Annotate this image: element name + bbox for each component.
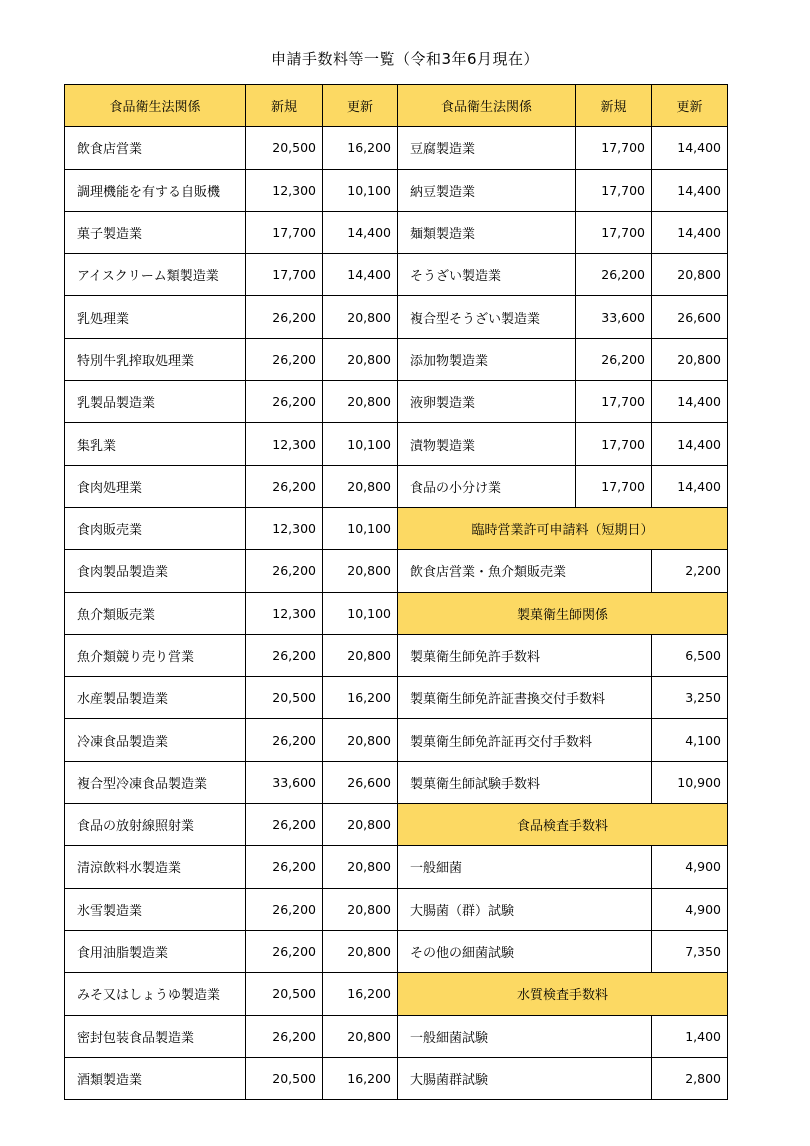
left-renew-fee: 20,800 xyxy=(323,930,398,972)
left-new-fee: 12,300 xyxy=(246,169,323,211)
left-renew-fee: 10,100 xyxy=(323,169,398,211)
table-row xyxy=(65,211,728,253)
right-new-fee: 26,200 xyxy=(576,338,652,380)
page-title: 申請手数料等一覧（令和3年6月現在） xyxy=(270,50,540,68)
left-renew-fee: 16,200 xyxy=(323,1057,398,1099)
table-row xyxy=(65,254,728,296)
table-row xyxy=(65,507,728,549)
table-row xyxy=(65,1057,728,1099)
left-renew-fee: 20,800 xyxy=(323,550,398,592)
left-renew-fee: 26,600 xyxy=(323,761,398,803)
fee-item-name: 製菓衛生師免許手数料 xyxy=(398,634,652,676)
right-new-fee: 17,700 xyxy=(576,211,652,253)
left-renew-fee: 20,800 xyxy=(323,804,398,846)
left-renew-fee: 20,800 xyxy=(323,381,398,423)
table-row xyxy=(65,169,728,211)
right-renew-fee: 20,800 xyxy=(652,338,728,380)
left-new-fee: 26,200 xyxy=(246,930,323,972)
left-business-name: 水産製品製造業 xyxy=(65,677,246,719)
left-new-fee: 17,700 xyxy=(246,211,323,253)
right-new-fee: 17,700 xyxy=(576,465,652,507)
right-renew-fee: 20,800 xyxy=(652,254,728,296)
right-renew-fee: 26,600 xyxy=(652,296,728,338)
left-new-fee: 17,700 xyxy=(246,254,323,296)
left-business-name: 魚介類競り売り営業 xyxy=(65,634,246,676)
left-new-fee: 20,500 xyxy=(246,973,323,1015)
fee-item-name: 一般細菌 xyxy=(398,846,652,888)
left-new-fee: 12,300 xyxy=(246,507,323,549)
table-row xyxy=(65,973,728,1015)
fee-item-amount: 4,900 xyxy=(652,888,728,930)
table-row xyxy=(65,296,728,338)
section-header: 食品検査手数料 xyxy=(398,804,728,846)
fee-table xyxy=(64,84,728,1100)
table-row xyxy=(65,888,728,930)
fee-item-name: その他の細菌試験 xyxy=(398,930,652,972)
left-new-fee: 26,200 xyxy=(246,846,323,888)
table-row xyxy=(65,423,728,465)
table-row xyxy=(65,465,728,507)
table-row xyxy=(65,1015,728,1057)
left-business-name: 調理機能を有する自販機 xyxy=(65,169,246,211)
header-left-renew: 更新 xyxy=(323,85,398,127)
right-business-name: 複合型そうざい製造業 xyxy=(398,296,576,338)
right-renew-fee: 14,400 xyxy=(652,465,728,507)
right-business-name: 漬物製造業 xyxy=(398,423,576,465)
left-new-fee: 26,200 xyxy=(246,338,323,380)
right-renew-fee: 14,400 xyxy=(652,381,728,423)
left-renew-fee: 20,800 xyxy=(323,1015,398,1057)
fee-table-body xyxy=(65,85,728,1100)
right-business-name: 麺類製造業 xyxy=(398,211,576,253)
left-renew-fee: 16,200 xyxy=(323,127,398,169)
left-business-name: 酒類製造業 xyxy=(65,1057,246,1099)
right-renew-fee: 14,400 xyxy=(652,127,728,169)
header-left-category: 食品衛生法関係 xyxy=(65,85,246,127)
right-business-name: 液卵製造業 xyxy=(398,381,576,423)
left-renew-fee: 14,400 xyxy=(323,254,398,296)
left-renew-fee: 20,800 xyxy=(323,846,398,888)
left-new-fee: 26,200 xyxy=(246,888,323,930)
left-new-fee: 26,200 xyxy=(246,296,323,338)
right-new-fee: 17,700 xyxy=(576,423,652,465)
right-business-name: 納豆製造業 xyxy=(398,169,576,211)
left-renew-fee: 14,400 xyxy=(323,211,398,253)
left-renew-fee: 20,800 xyxy=(323,719,398,761)
fee-item-amount: 10,900 xyxy=(652,761,728,803)
table-row xyxy=(65,677,728,719)
table-row xyxy=(65,381,728,423)
left-new-fee: 20,500 xyxy=(246,127,323,169)
right-new-fee: 17,700 xyxy=(576,381,652,423)
table-row xyxy=(65,127,728,169)
left-new-fee: 26,200 xyxy=(246,804,323,846)
left-new-fee: 12,300 xyxy=(246,592,323,634)
left-business-name: 複合型冷凍食品製造業 xyxy=(65,761,246,803)
fee-item-amount: 3,250 xyxy=(652,677,728,719)
table-row xyxy=(65,846,728,888)
fee-item-name: 一般細菌試験 xyxy=(398,1015,652,1057)
fee-item-amount: 1,400 xyxy=(652,1015,728,1057)
left-business-name: 食肉販売業 xyxy=(65,507,246,549)
section-header: 製菓衛生師関係 xyxy=(398,592,728,634)
left-business-name: 食用油脂製造業 xyxy=(65,930,246,972)
right-new-fee: 33,600 xyxy=(576,296,652,338)
header-right-new: 新規 xyxy=(576,85,652,127)
fee-item-name: 製菓衛生師試験手数料 xyxy=(398,761,652,803)
left-renew-fee: 16,200 xyxy=(323,973,398,1015)
left-new-fee: 26,200 xyxy=(246,381,323,423)
left-new-fee: 26,200 xyxy=(246,465,323,507)
left-business-name: 食肉処理業 xyxy=(65,465,246,507)
left-new-fee: 26,200 xyxy=(246,634,323,676)
fee-item-amount: 2,800 xyxy=(652,1057,728,1099)
header-right-renew: 更新 xyxy=(652,85,728,127)
left-renew-fee: 20,800 xyxy=(323,296,398,338)
left-new-fee: 20,500 xyxy=(246,677,323,719)
left-business-name: アイスクリーム類製造業 xyxy=(65,254,246,296)
right-business-name: そうざい製造業 xyxy=(398,254,576,296)
header-row xyxy=(65,85,728,127)
left-business-name: 氷雪製造業 xyxy=(65,888,246,930)
table-row xyxy=(65,338,728,380)
left-renew-fee: 10,100 xyxy=(323,507,398,549)
fee-item-amount: 6,500 xyxy=(652,634,728,676)
table-row xyxy=(65,634,728,676)
left-business-name: 食肉製品製造業 xyxy=(65,550,246,592)
left-business-name: 菓子製造業 xyxy=(65,211,246,253)
fee-item-amount: 2,200 xyxy=(652,550,728,592)
table-row xyxy=(65,550,728,592)
left-new-fee: 12,300 xyxy=(246,423,323,465)
header-right-category: 食品衛生法関係 xyxy=(398,85,576,127)
right-business-name: 豆腐製造業 xyxy=(398,127,576,169)
left-business-name: 乳製品製造業 xyxy=(65,381,246,423)
left-renew-fee: 10,100 xyxy=(323,423,398,465)
left-business-name: 乳処理業 xyxy=(65,296,246,338)
left-business-name: 密封包装食品製造業 xyxy=(65,1015,246,1057)
left-business-name: みそ又はしょうゆ製造業 xyxy=(65,973,246,1015)
table-row xyxy=(65,719,728,761)
left-new-fee: 26,200 xyxy=(246,719,323,761)
fee-item-amount: 4,100 xyxy=(652,719,728,761)
left-business-name: 食品の放射線照射業 xyxy=(65,804,246,846)
table-row xyxy=(65,804,728,846)
left-renew-fee: 20,800 xyxy=(323,634,398,676)
section-header: 臨時営業許可申請料（短期日） xyxy=(398,507,728,549)
right-renew-fee: 14,400 xyxy=(652,169,728,211)
fee-item-name: 飲食店営業・魚介類販売業 xyxy=(398,550,652,592)
left-business-name: 清涼飲料水製造業 xyxy=(65,846,246,888)
right-renew-fee: 14,400 xyxy=(652,211,728,253)
right-renew-fee: 14,400 xyxy=(652,423,728,465)
table-row xyxy=(65,761,728,803)
fee-item-amount: 7,350 xyxy=(652,930,728,972)
right-new-fee: 26,200 xyxy=(576,254,652,296)
left-new-fee: 33,600 xyxy=(246,761,323,803)
table-row xyxy=(65,930,728,972)
fee-item-name: 製菓衛生師免許証書換交付手数料 xyxy=(398,677,652,719)
left-renew-fee: 10,100 xyxy=(323,592,398,634)
section-header: 水質検査手数料 xyxy=(398,973,728,1015)
fee-item-name: 大腸菌（群）試験 xyxy=(398,888,652,930)
left-business-name: 冷凍食品製造業 xyxy=(65,719,246,761)
left-business-name: 飲食店営業 xyxy=(65,127,246,169)
fee-item-amount: 4,900 xyxy=(652,846,728,888)
right-new-fee: 17,700 xyxy=(576,127,652,169)
fee-item-name: 製菓衛生師免許証再交付手数料 xyxy=(398,719,652,761)
fee-item-name: 大腸菌群試験 xyxy=(398,1057,652,1099)
right-new-fee: 17,700 xyxy=(576,169,652,211)
left-business-name: 魚介類販売業 xyxy=(65,592,246,634)
left-new-fee: 26,200 xyxy=(246,1015,323,1057)
right-business-name: 添加物製造業 xyxy=(398,338,576,380)
left-business-name: 集乳業 xyxy=(65,423,246,465)
left-renew-fee: 20,800 xyxy=(323,465,398,507)
right-business-name: 食品の小分け業 xyxy=(398,465,576,507)
left-new-fee: 26,200 xyxy=(246,550,323,592)
header-left-new: 新規 xyxy=(246,85,323,127)
table-row xyxy=(65,592,728,634)
left-renew-fee: 20,800 xyxy=(323,338,398,380)
left-business-name: 特別牛乳搾取処理業 xyxy=(65,338,246,380)
left-renew-fee: 16,200 xyxy=(323,677,398,719)
left-new-fee: 20,500 xyxy=(246,1057,323,1099)
left-renew-fee: 20,800 xyxy=(323,888,398,930)
